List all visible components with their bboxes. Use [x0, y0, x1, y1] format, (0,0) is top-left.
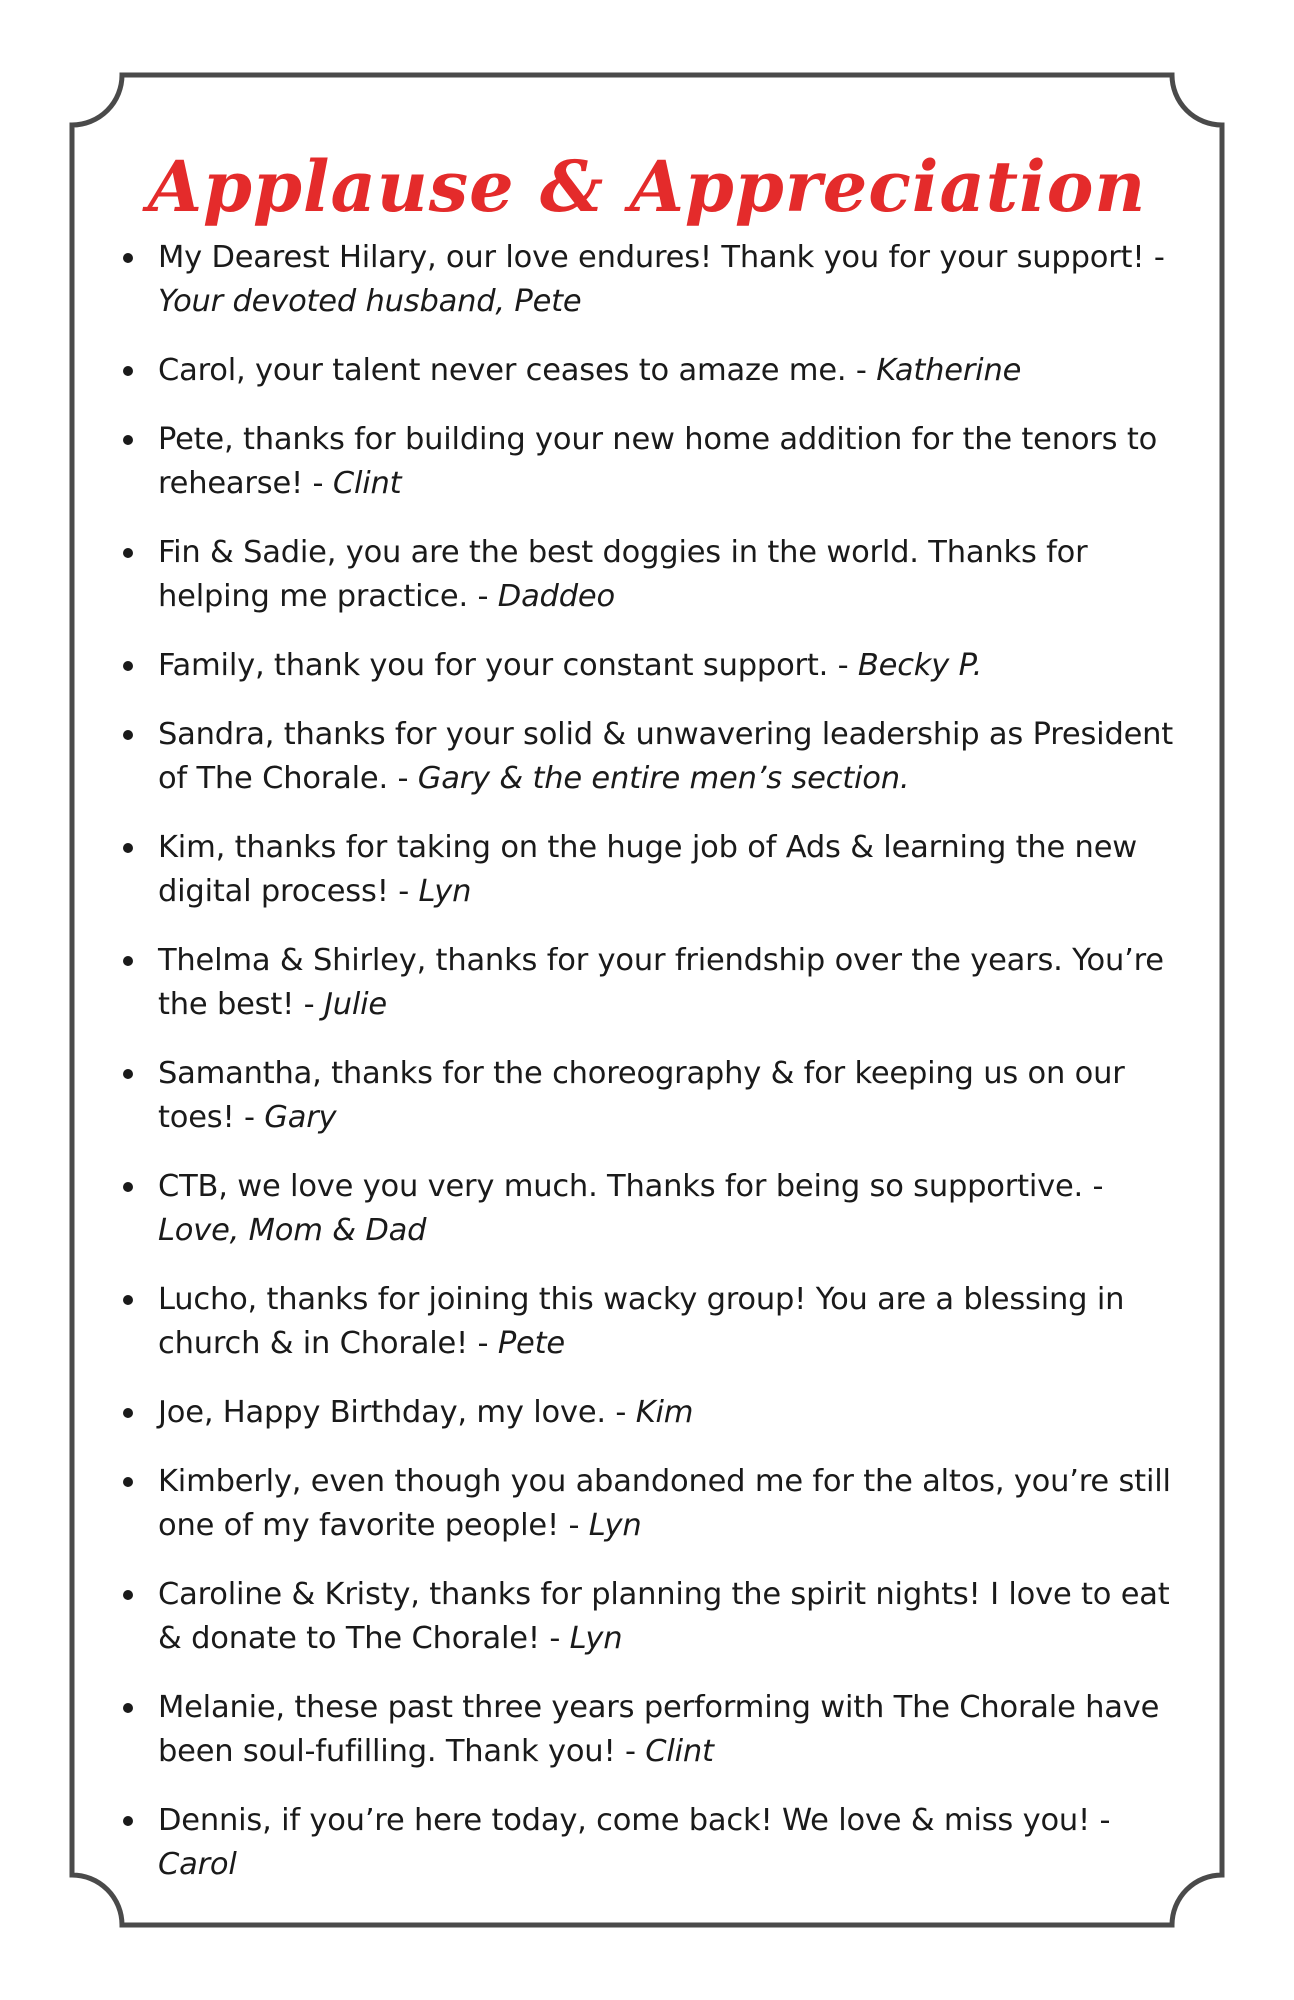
- list-item: [120, 1460, 1180, 1548]
- list-item: [120, 531, 1180, 619]
- item-message: Dennis, if you’re here today, come back! We love & miss you! -: [158, 1803, 1111, 1838]
- item-message: Lucho, thanks for joining this wacky group! You are a blessing in church & in Chorale! -: [158, 1282, 1125, 1361]
- item-author: Lyn: [418, 874, 472, 909]
- item-message: My Dearest Hilary, our love endures! Thank you for your support! -: [158, 240, 1165, 275]
- list-item: [120, 349, 1180, 393]
- list-item: [120, 1052, 1180, 1140]
- bullet-icon: [123, 435, 133, 445]
- item-author: Daddeo: [497, 579, 615, 614]
- bullet-icon: [123, 1703, 133, 1713]
- bullet-icon: [123, 730, 133, 740]
- item-message: Melanie, these past three years performing with The Chorale have been soul-fufilling. Thank you! -: [158, 1690, 1160, 1769]
- item-author: Julie: [323, 987, 387, 1022]
- list-item: [120, 1278, 1180, 1366]
- item-message: CTB, we love you very much. Thanks for being so supportive. -: [158, 1169, 1104, 1204]
- item-author: Katherine: [876, 353, 1022, 388]
- bullet-icon: [123, 843, 133, 853]
- list-item: [120, 644, 1180, 688]
- item-author: Love, Mom & Dad: [158, 1213, 427, 1248]
- item-author: Carol: [158, 1847, 237, 1882]
- bullet-icon: [123, 548, 133, 558]
- item-message: Joe, Happy Birthday, my love. -: [158, 1395, 636, 1430]
- bullet-icon: [123, 1069, 133, 1079]
- item-author: Lyn: [569, 1621, 623, 1656]
- item-message: Caroline & Kristy, thanks for planning the spirit nights! I love to eat & donate to The Chorale! -: [158, 1577, 1170, 1656]
- item-author: Kim: [635, 1395, 694, 1430]
- bullet-icon: [123, 1182, 133, 1192]
- list-item: [120, 1686, 1180, 1774]
- list-item: [120, 1799, 1180, 1887]
- list-item: [120, 826, 1180, 914]
- bullet-icon: [123, 1408, 133, 1418]
- item-message: Fin & Sadie, you are the best doggies in the world. Thanks for helping me practice. -: [158, 535, 1088, 614]
- item-author: Gary: [264, 1100, 337, 1135]
- bullet-icon: [123, 1477, 133, 1487]
- item-author: Pete: [497, 1326, 565, 1361]
- list-item: [120, 1165, 1180, 1253]
- bullet-icon: [123, 956, 133, 966]
- bullet-icon: [123, 1816, 133, 1826]
- list-item: [120, 713, 1180, 801]
- item-author: Clint: [645, 1734, 714, 1769]
- item-author: Gary & the entire men’s section.: [417, 761, 910, 796]
- item-message: Carol, your talent never ceases to amaze me. -: [158, 353, 877, 388]
- list-item: [120, 236, 1180, 324]
- item-message: Kim, thanks for taking on the huge job of Ads & learning the new digital process! -: [158, 830, 1138, 909]
- item-message: Sandra, thanks for your solid & unwavering leadership as President of The Chorale. -: [158, 717, 1174, 796]
- bullet-icon: [123, 366, 133, 376]
- item-message: Thelma & Shirley, thanks for your friendship over the years. You’re the best! -: [158, 943, 1164, 1022]
- item-author: Lyn: [588, 1508, 642, 1543]
- bullet-icon: [123, 253, 133, 263]
- list-item: [120, 939, 1180, 1027]
- item-author: Becky P.: [857, 648, 983, 683]
- list-item: [120, 1573, 1180, 1661]
- list-item: [120, 1391, 1180, 1435]
- appreciation-list: [120, 236, 1180, 1912]
- bullet-icon: [123, 1590, 133, 1600]
- page-title: Applause & Appreciation: [147, 144, 1147, 228]
- list-item: [120, 418, 1180, 506]
- item-message: Kimberly, even though you abandoned me for the altos, you’re still one of my favorite people! -: [158, 1464, 1171, 1543]
- item-message: Pete, thanks for building your new home addition for the tenors to rehearse! -: [158, 422, 1158, 501]
- item-message: Samantha, thanks for the choreography & for keeping us on our toes! -: [158, 1056, 1125, 1135]
- item-author: Clint: [332, 466, 402, 501]
- item-author: Your devoted husband, Pete: [158, 284, 582, 319]
- bullet-icon: [123, 1295, 133, 1305]
- item-message: Family, thank you for your constant support. -: [158, 648, 858, 683]
- bullet-icon: [123, 661, 133, 671]
